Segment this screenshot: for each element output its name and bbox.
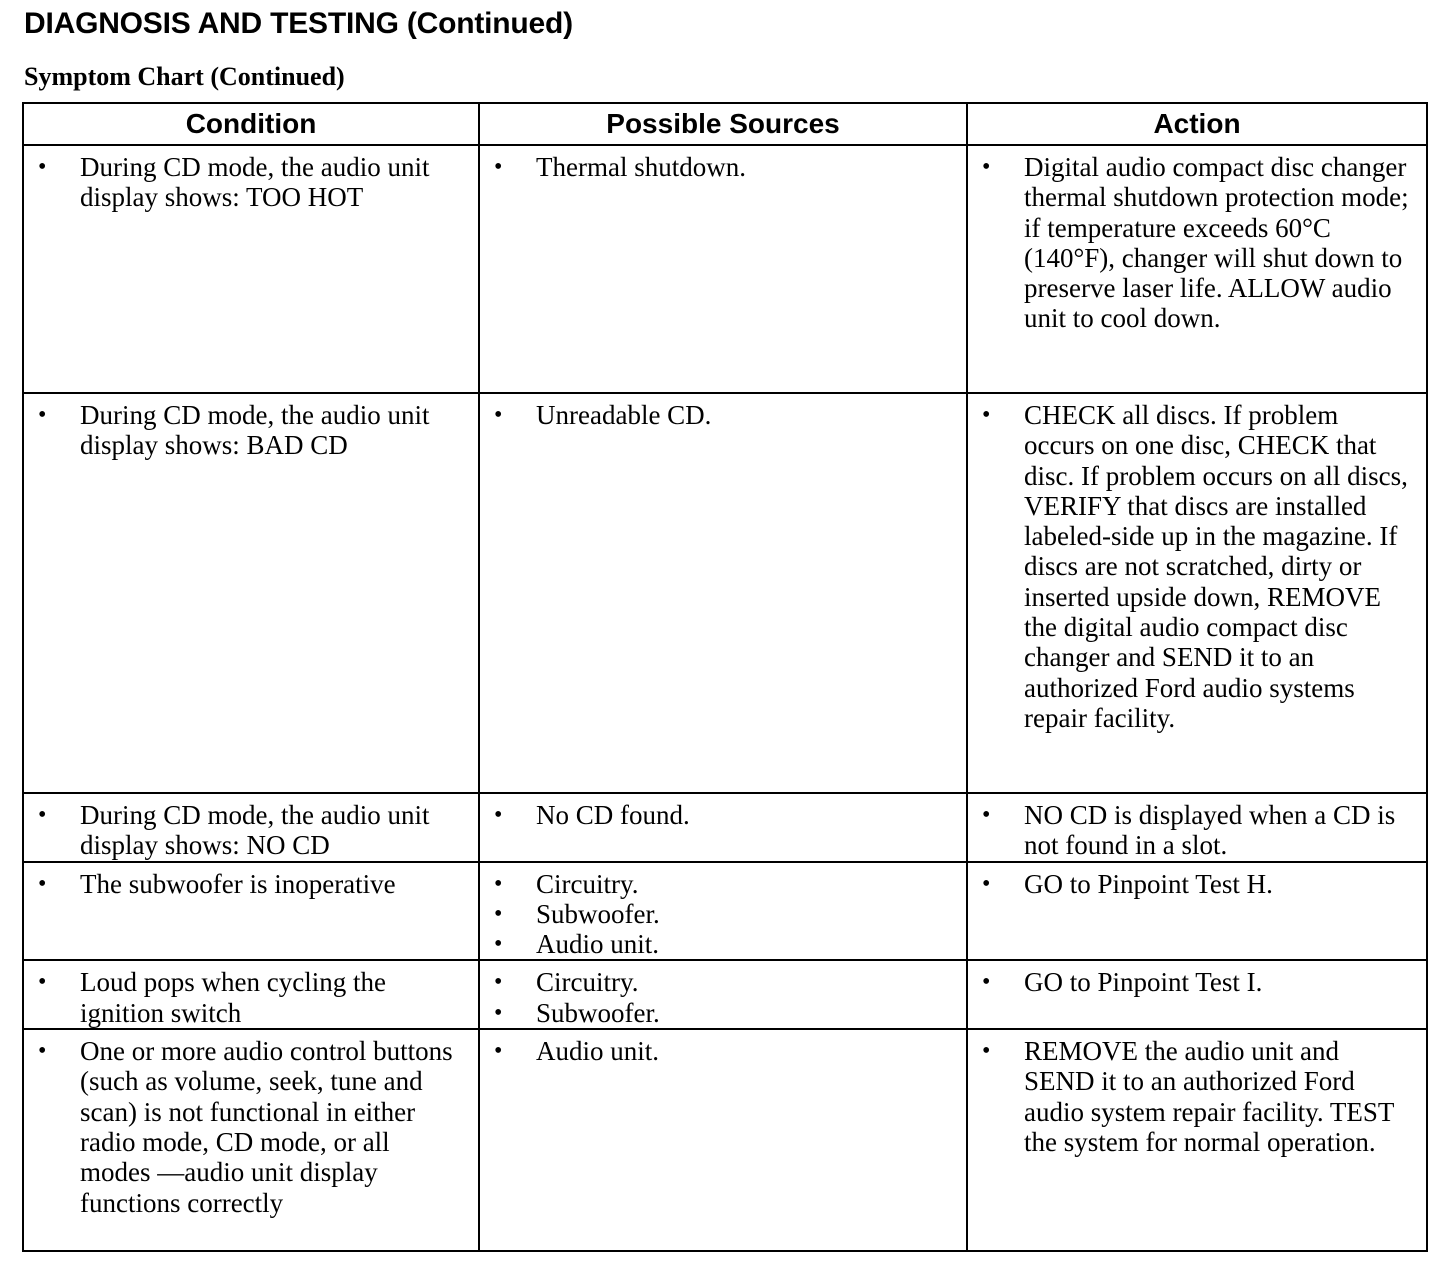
sources-cell xyxy=(479,1029,967,1251)
table-row xyxy=(23,1029,1427,1251)
condition-cell xyxy=(23,145,479,393)
action-cell xyxy=(967,393,1427,793)
condition-cell xyxy=(23,1029,479,1251)
bullet-icon: • xyxy=(982,154,991,180)
table-row xyxy=(23,862,1427,961)
bullet-icon: • xyxy=(494,870,503,897)
list-item: • Circuitry. xyxy=(494,868,639,899)
list-item: • One or more audio control buttons (such as volume, seek, tune and scan) is not functional in either radio mode, CD mode, or all modes —audio unit display functions correctly xyxy=(38,1036,453,1218)
bullet-icon: • xyxy=(38,969,47,996)
sources-cell xyxy=(479,393,967,793)
list-item: • Subwoofer. xyxy=(494,997,660,1028)
column-header-possible-sources: Possible Sources xyxy=(479,103,967,145)
table-header-row xyxy=(23,103,1427,145)
list-item: • Thermal shutdown. xyxy=(494,152,746,182)
condition-cell xyxy=(23,793,479,862)
page-title: DIAGNOSIS AND TESTING (Continued) xyxy=(24,7,573,40)
list-item: • During CD mode, the audio unit display shows: NO CD xyxy=(38,800,430,861)
sources-cell xyxy=(479,960,967,1029)
list-item: • Audio unit. xyxy=(494,929,660,960)
action-cell xyxy=(967,1029,1427,1251)
list-item: • During CD mode, the audio unit display shows: TOO HOT xyxy=(38,152,430,213)
list-item: • The subwoofer is inoperative xyxy=(38,868,396,899)
sources-cell xyxy=(479,793,967,862)
bullet-icon: • xyxy=(982,969,991,996)
table-row xyxy=(23,145,1427,393)
action-cell xyxy=(967,145,1427,393)
bullet-icon: • xyxy=(38,154,47,180)
bullet-icon: • xyxy=(494,154,503,180)
column-header-action: Action xyxy=(967,103,1427,145)
list-item: • CHECK all discs. If problem occurs on one disc, CHECK that disc. If problem occurs on all discs, VERIFY that discs are installed labeled-side up in the magazine. If discs are not scratched, dirty or inserted upside down, REMOVE the digital audio compact disc changer and SEND it to an authorized Ford audio systems repair facility. xyxy=(982,400,1408,733)
bullet-icon: • xyxy=(494,931,503,958)
list-item: • Subwoofer. xyxy=(494,898,660,929)
list-item: • NO CD is displayed when a CD is not found in a slot. xyxy=(982,800,1396,861)
action-cell xyxy=(967,862,1427,961)
bullet-icon: • xyxy=(494,969,503,996)
bullet-icon: • xyxy=(494,900,503,927)
list-item: • Circuitry. xyxy=(494,967,639,998)
table-row xyxy=(23,793,1427,862)
bullet-icon: • xyxy=(494,402,503,428)
bullet-icon: • xyxy=(982,1038,991,1065)
column-header-condition: Condition xyxy=(23,103,479,145)
bullet-icon: • xyxy=(38,870,47,897)
bullet-icon: • xyxy=(982,802,991,828)
list-item: • GO to Pinpoint Test I. xyxy=(982,967,1263,998)
list-item: • During CD mode, the audio unit display shows: BAD CD xyxy=(38,400,430,461)
list-item: • Audio unit. xyxy=(494,1036,660,1067)
list-item: • GO to Pinpoint Test H. xyxy=(982,868,1273,899)
list-item: • Digital audio compact disc changer thermal shutdown protection mode; if temperature exceeds 60°C (140°F), changer will shut down to preserve laser life. ALLOW audio unit to cool down. xyxy=(982,152,1409,334)
bullet-icon: • xyxy=(38,402,47,428)
bullet-icon: • xyxy=(494,1038,503,1065)
condition-cell xyxy=(23,862,479,961)
table-row xyxy=(23,393,1427,793)
sources-cell xyxy=(479,145,967,393)
list-item: • REMOVE the audio unit and SEND it to an authorized Ford audio system repair facility. TEST the system for normal operation. xyxy=(982,1036,1394,1157)
action-cell xyxy=(967,793,1427,862)
section-title: Symptom Chart (Continued) xyxy=(24,62,345,91)
list-item: • No CD found. xyxy=(494,800,690,830)
condition-cell xyxy=(23,393,479,793)
action-cell xyxy=(967,960,1427,1029)
bullet-icon: • xyxy=(38,1038,47,1065)
condition-cell xyxy=(23,960,479,1029)
list-item: • Loud pops when cycling the ignition switch xyxy=(38,967,386,1028)
bullet-icon: • xyxy=(982,870,991,897)
bullet-icon: • xyxy=(494,999,503,1026)
bullet-icon: • xyxy=(982,402,991,428)
list-item: • Unreadable CD. xyxy=(494,400,712,430)
bullet-icon: • xyxy=(494,802,503,828)
table-row xyxy=(23,960,1427,1029)
bullet-icon: • xyxy=(38,802,47,828)
sources-cell xyxy=(479,862,967,961)
symptom-chart-table xyxy=(22,102,1428,1252)
